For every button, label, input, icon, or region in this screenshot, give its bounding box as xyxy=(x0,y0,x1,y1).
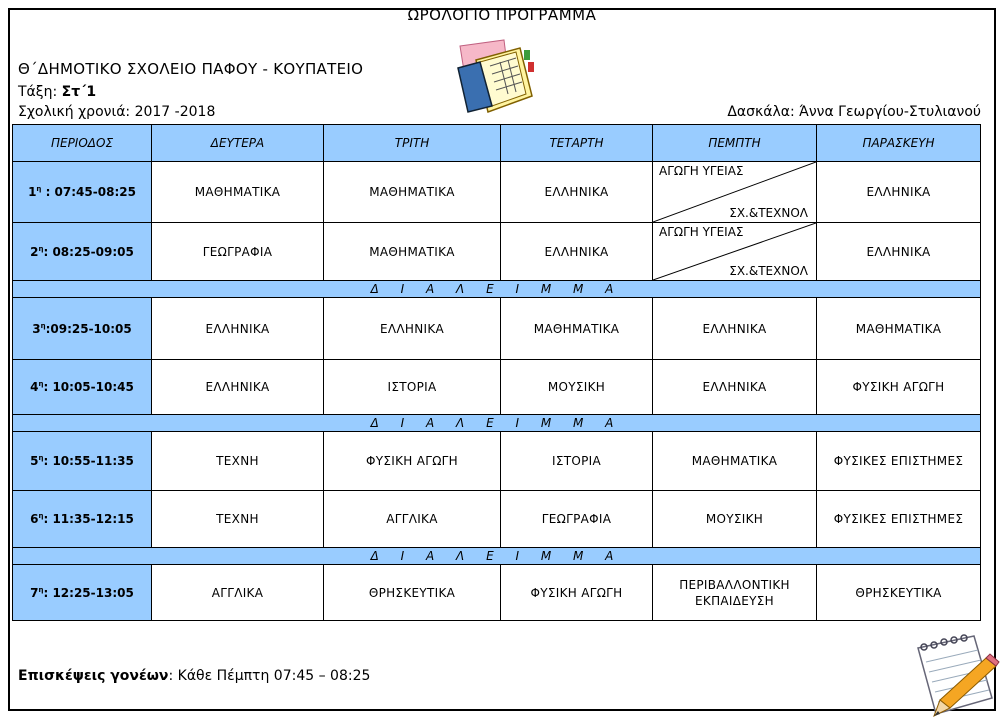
visits-value: : Κάθε Πέμπτη 07:45 – 08:25 xyxy=(168,668,371,684)
subject-cell: ΕΛΛΗΝΙΚΑ xyxy=(653,298,817,360)
header-row xyxy=(13,125,981,162)
class-label: Τάξη: xyxy=(18,84,58,100)
subject-cell: ΜΟΥΣΙΚΗ xyxy=(501,360,653,415)
subject-cell: ΕΛΛΗΝΙΚΑ xyxy=(817,162,981,223)
table-row xyxy=(13,162,981,223)
table-row xyxy=(13,298,981,360)
subject-cell: ΕΛΛΗΝΙΚΑ xyxy=(152,360,324,415)
break-label: Δ Ι Α Λ Ε Ι Μ Μ Α xyxy=(13,281,981,298)
subject-cell: ΜΑΘΗΜΑΤΙΚΑ xyxy=(324,223,501,281)
header-period: ΠΕΡΙΟΔΟΣ xyxy=(13,125,152,162)
subject-cell: ΜΑΘΗΜΑΤΙΚΑ xyxy=(653,432,817,491)
subject-cell: ΕΛΛΗΝΙΚΑ xyxy=(324,298,501,360)
header-monday: ΔΕΥΤΕΡΑ xyxy=(152,125,324,162)
subject-cell-multiline xyxy=(653,565,817,621)
period-cell: $3^\eta:09:25-10:05$ xyxy=(13,298,152,360)
table-row xyxy=(13,360,981,415)
table-row xyxy=(13,432,981,491)
period-cell: $4^\eta$: 10:05-10:45 xyxy=(13,360,152,415)
subject-cell: ΑΓΓΛΙΚΑ xyxy=(324,491,501,548)
subject-cell: ΙΣΤΟΡΙΑ xyxy=(501,432,653,491)
subject-cell: ΜΑΘΗΜΑΤΙΚΑ xyxy=(324,162,501,223)
subject-cell: ΓΕΩΓΡΑΦΙΑ xyxy=(501,491,653,548)
break-label: Δ Ι Α Λ Ε Ι Μ Μ Α xyxy=(13,415,981,432)
subject-cell: ΕΛΛΗΝΙΚΑ xyxy=(501,223,653,281)
teacher-name: Δασκάλα: Άννα Γεωργίου-Στυλιανού xyxy=(727,104,981,120)
split-top-subject: ΑΓΩΓΗ ΥΓΕΙΑΣ xyxy=(659,164,744,178)
schedule-book-icon xyxy=(454,38,536,120)
subject-cell: ΕΛΛΗΝΙΚΑ xyxy=(152,298,324,360)
subject-cell: ΤΕΧΝΗ xyxy=(152,432,324,491)
subject-cell: ΕΛΛΗΝΙΚΑ xyxy=(653,360,817,415)
page-title: ΩΡΟΛΟΓΙΟ ΠΡΟΓΡΑΜΜΑ xyxy=(407,6,597,24)
header-wednesday: ΤΕΤΑΡΤΗ xyxy=(501,125,653,162)
period-cell: $6^\eta$: 11:35-12:15 xyxy=(13,491,152,548)
school-year: Σχολική χρονιά: 2017 -2018 xyxy=(18,104,216,120)
split-subject-cell xyxy=(653,223,817,281)
period-cell: $7^\eta$: 12:25-13:05 xyxy=(13,565,152,621)
visits-label: Επισκέψεις γονέων xyxy=(18,668,169,684)
period-cell: $5^\eta$: 10:55-11:35 xyxy=(13,432,152,491)
parent-visits xyxy=(18,668,370,684)
subject-cell: ΜΑΘΗΜΑΤΙΚΑ xyxy=(501,298,653,360)
break-label: Δ Ι Α Λ Ε Ι Μ Μ Α xyxy=(13,548,981,565)
class-value: Στ΄1 xyxy=(61,84,97,100)
subject-cell: ΦΥΣΙΚΗ ΑΓΩΓΗ xyxy=(324,432,501,491)
timetable xyxy=(12,124,981,621)
subject-cell: ΜΑΘΗΜΑΤΙΚΑ xyxy=(152,162,324,223)
class-line xyxy=(18,84,96,100)
header-tuesday: ΤΡΙΤΗ xyxy=(324,125,501,162)
subject-cell: ΙΣΤΟΡΙΑ xyxy=(324,360,501,415)
split-bottom-subject: ΣΧ.&ΤΕΧΝΟΛ xyxy=(729,206,808,220)
split-top-subject: ΑΓΩΓΗ ΥΓΕΙΑΣ xyxy=(659,225,744,239)
notepad-pencil-icon xyxy=(900,628,1000,720)
table-row xyxy=(13,491,981,548)
subject-cell: ΦΥΣΙΚΗ ΑΓΩΓΗ xyxy=(501,565,653,621)
break-row xyxy=(13,548,981,565)
subject-cell: ΦΥΣΙΚΕΣ ΕΠΙΣΤΗΜΕΣ xyxy=(817,491,981,548)
subject-cell: ΕΛΛΗΝΙΚΑ xyxy=(501,162,653,223)
header-thursday: ΠΕΜΠΤΗ xyxy=(653,125,817,162)
header-friday: ΠΑΡΑΣΚΕΥΗ xyxy=(817,125,981,162)
subject-cell: ΜΟΥΣΙΚΗ xyxy=(653,491,817,548)
subject-cell: ΜΑΘΗΜΑΤΙΚΑ xyxy=(817,298,981,360)
split-bottom-subject: ΣΧ.&ΤΕΧΝΟΛ xyxy=(729,264,808,278)
subject-cell: ΦΥΣΙΚΕΣ ΕΠΙΣΤΗΜΕΣ xyxy=(817,432,981,491)
subject-cell: ΕΛΛΗΝΙΚΑ xyxy=(817,223,981,281)
subject-line-2: ΕΚΠΑΙΔΕΥΣΗ xyxy=(695,593,774,608)
table-row xyxy=(13,223,981,281)
subject-cell: ΓΕΩΓΡΑΦΙΑ xyxy=(152,223,324,281)
split-subject-cell xyxy=(653,162,817,223)
break-row xyxy=(13,281,981,298)
period-cell: $1^\eta$ : 07:45-08:25 xyxy=(13,162,152,223)
subject-cell: ΤΕΧΝΗ xyxy=(152,491,324,548)
subject-line-1: ΠΕΡΙΒΑΛΛΟΝΤΙΚΗ xyxy=(679,577,790,592)
table-row xyxy=(13,565,981,621)
break-row xyxy=(13,415,981,432)
subject-cell: ΘΡΗΣΚΕΥΤΙΚΑ xyxy=(324,565,501,621)
subject-cell: ΘΡΗΣΚΕΥΤΙΚΑ xyxy=(817,565,981,621)
subject-cell: ΦΥΣΙΚΗ ΑΓΩΓΗ xyxy=(817,360,981,415)
period-cell: $2^\eta$: 08:25-09:05 xyxy=(13,223,152,281)
subject-cell: ΑΓΓΛΙΚΑ xyxy=(152,565,324,621)
school-name: Θ΄ΔΗΜΟΤΙΚΟ ΣΧΟΛΕΙΟ ΠΑΦΟΥ - ΚΟΥΠΑΤΕΙΟ xyxy=(18,60,364,78)
